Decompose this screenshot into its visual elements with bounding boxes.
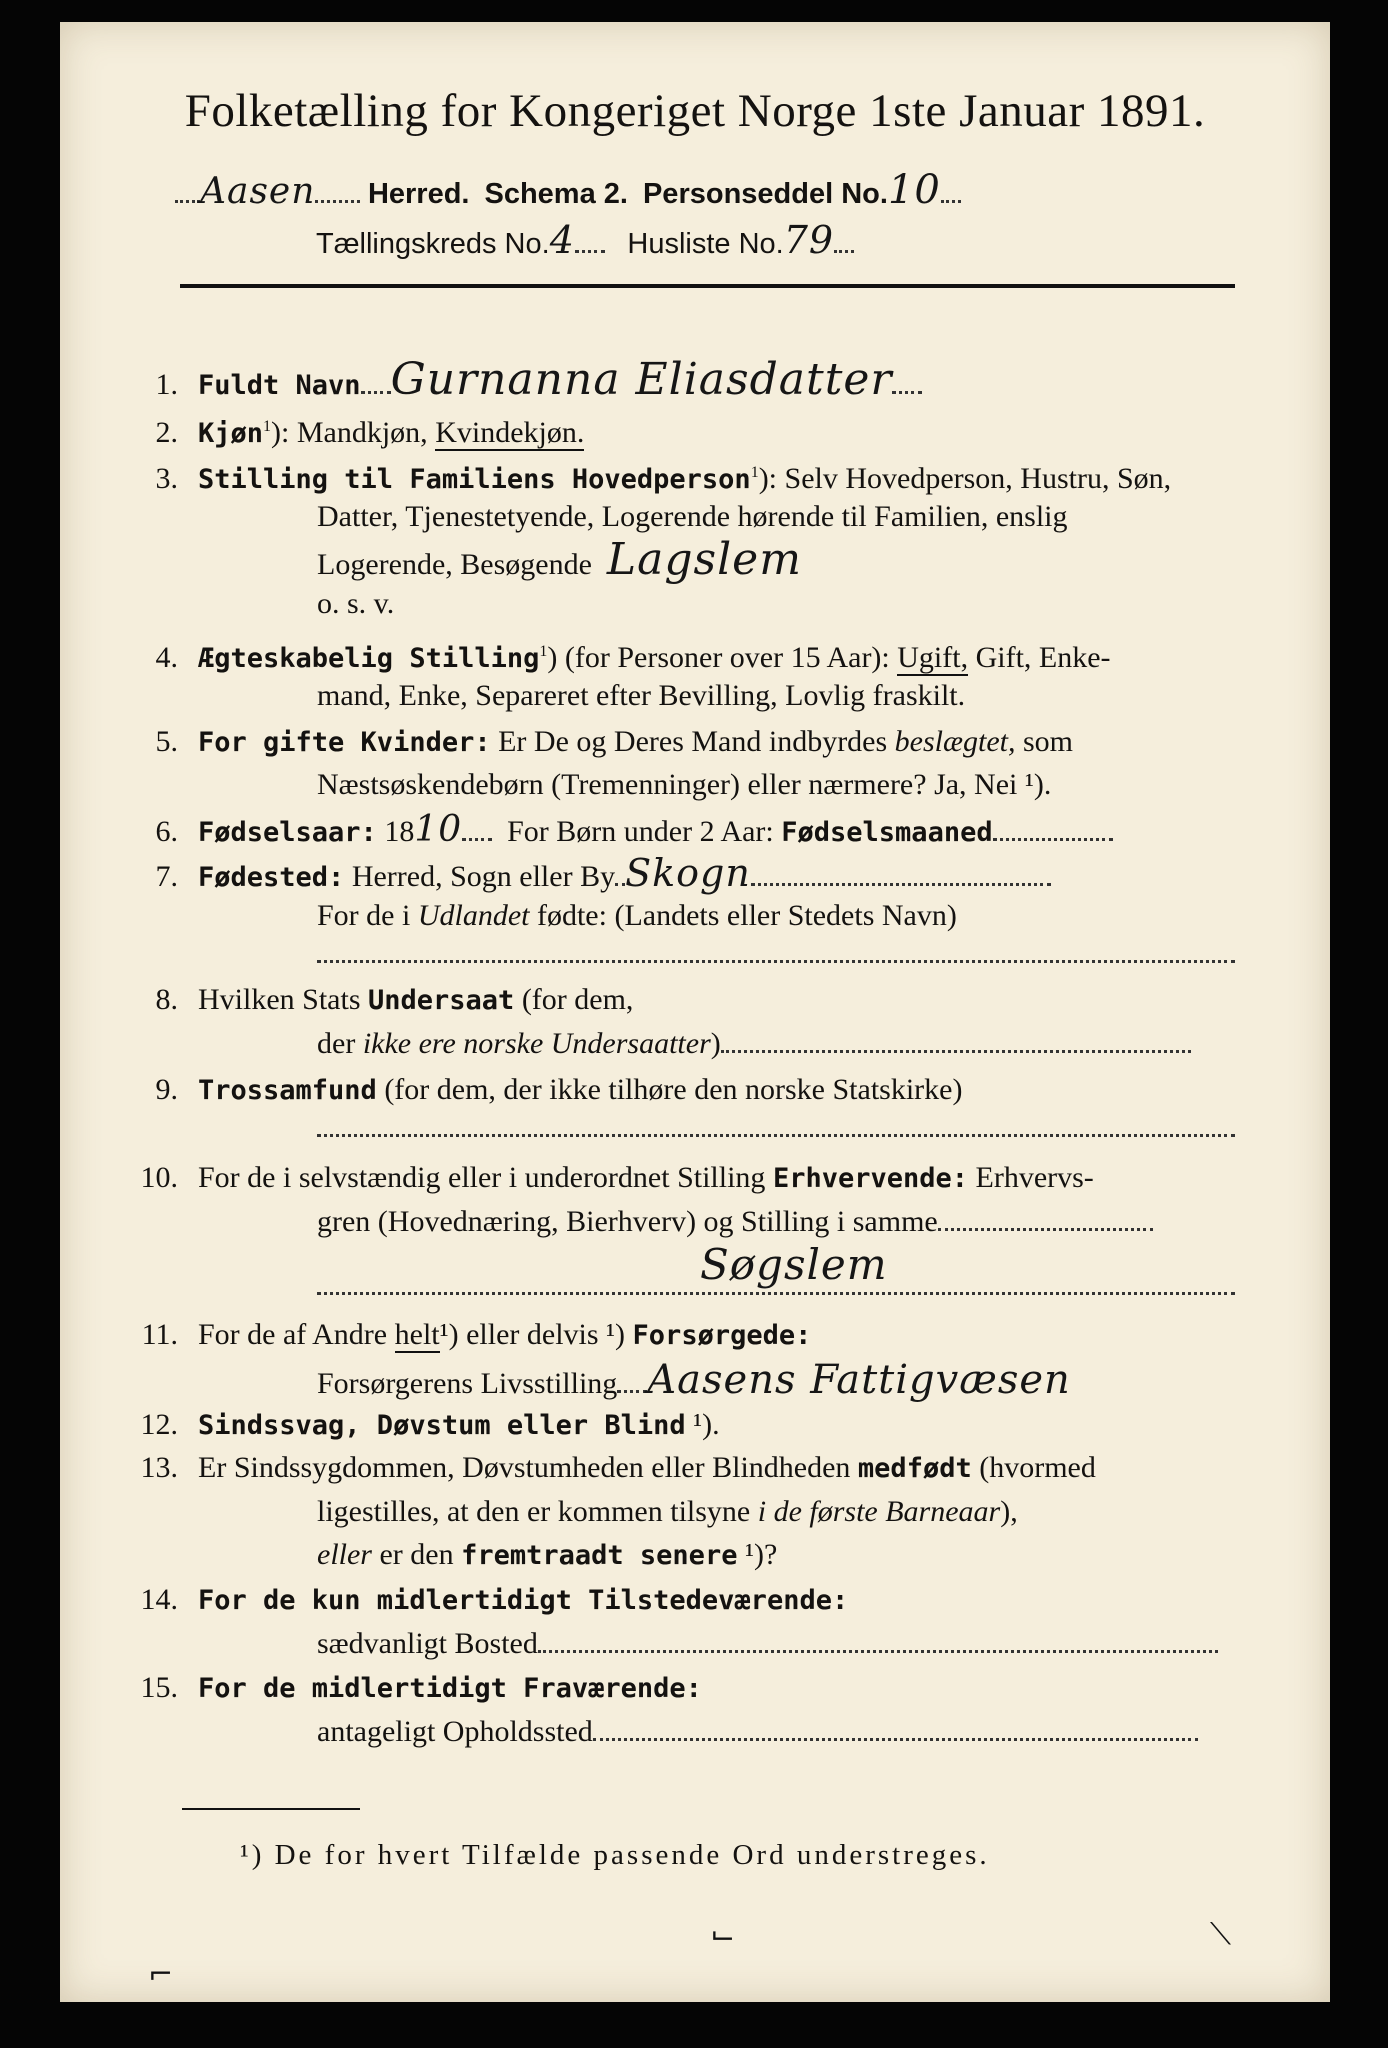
q13-line2-text: ligestilles, at den er kommen tilsyne (317, 1495, 758, 1528)
husliste-value: 79 (783, 218, 835, 262)
q7-answer-line (317, 960, 1235, 963)
corner-mark-left: ⌐ (148, 1957, 174, 1992)
q13-line3-italic: eller (317, 1538, 372, 1571)
q3-sup: 1 (750, 464, 759, 481)
form-title: Folketælling for Kongeriget Norge 1ste Januar 1891. (184, 85, 1206, 137)
q15-number: 15. (140, 1671, 178, 1704)
q11-line2 (317, 1357, 1071, 1403)
footnote-rule (182, 1808, 360, 1810)
q10-text-b: Erhvervs- (968, 1161, 1094, 1194)
q5-text-b: som (1015, 725, 1074, 758)
q11-text-b: ¹) eller delvis ¹) (439, 1318, 633, 1351)
husliste-label: Husliste No. (627, 228, 784, 260)
q13-label: medfødt (857, 1453, 972, 1484)
q5-row (120, 724, 1073, 761)
q2-number: 2. (155, 416, 178, 449)
q13-line2-italic: i de første Barneaar (757, 1495, 1001, 1528)
q5-italic: beslægtet, (894, 725, 1016, 758)
header-rule (180, 284, 1235, 288)
q1-value: Gurnanna Eliasdatter (390, 354, 893, 405)
q11-option-selected: helt (394, 1318, 440, 1351)
corner-mark-right: ⟍ (1210, 1917, 1231, 1952)
q10-answer-line (317, 1292, 1235, 1295)
q5-label: For gifte Kvinder: (198, 727, 491, 758)
q4-option-selected: Ugift, (897, 641, 969, 674)
q8-text: Hvilken Stats (198, 983, 368, 1016)
q10-text: For de i selvstændig eller i underordnet Stilling (198, 1161, 773, 1194)
corner-mark-center: ⌙ (710, 1917, 736, 1952)
q6-label2: Fødselsmaaned (781, 817, 993, 848)
q4-number: 4. (155, 641, 178, 674)
q8-number: 8. (155, 983, 178, 1016)
footnote (240, 1837, 990, 1873)
q6-number: 6. (155, 815, 178, 848)
kreds-value: 4 (549, 218, 575, 262)
q14-line2 (317, 1626, 1218, 1662)
q15-row (120, 1670, 702, 1707)
q3-value: Lagslem (606, 534, 802, 585)
q7-line2-italic: Udlandet (417, 899, 530, 932)
q13-text: Er Sindssygdommen, Døvstumheden eller Blindheden (198, 1451, 858, 1484)
q5-number: 5. (155, 725, 178, 758)
q12-number: 12. (140, 1408, 178, 1441)
q8-line2-text: der (317, 1027, 363, 1060)
q13-line3-text: er den (371, 1538, 462, 1571)
q12-label: Sindssvag, Døvstum eller Blind (198, 1410, 686, 1441)
q5-line2: Næstsøskendebørn (Tremenninger) eller nærmere? Ja, Nei ¹). (317, 768, 1052, 801)
q8-row (120, 982, 633, 1019)
q15-line2-text: antageligt Opholdssted (317, 1715, 593, 1748)
q2-text: ): Mandkjøn, (271, 416, 436, 449)
q13-line3 (317, 1537, 777, 1574)
q4-text-b: Gift, Enke- (968, 641, 1111, 674)
q4-text: ) (for Personer over 15 Aar): (547, 641, 898, 674)
q13-line2 (317, 1494, 1018, 1530)
q4-row (120, 634, 1111, 677)
q12-row (120, 1407, 720, 1444)
q3-line3-text: Logerende, Besøgende (317, 548, 592, 581)
q2-option-selected: Kvindekjøn. (435, 416, 585, 449)
q5-text: Er De og Deres Mand indbyrdes (490, 725, 895, 758)
q1-label: Fuldt Navn (198, 370, 361, 401)
q11-label: Forsørgede: (632, 1320, 812, 1351)
kreds-label: Tællingskreds No. (316, 228, 550, 260)
q14-line2-text: sædvanligt Bosted (317, 1627, 538, 1660)
q4-sup: 1 (539, 643, 548, 660)
q13-text-b: (hvormed (971, 1451, 1096, 1484)
q3-label: Stilling til Familiens Hovedperson (198, 464, 751, 495)
q6-text: For Børn under 2 Aar: (507, 815, 782, 848)
census-form (60, 22, 1330, 2002)
q6-prefix: 18 (384, 815, 415, 848)
q10-answer (700, 1240, 888, 1289)
q15-line2 (317, 1714, 1198, 1750)
q13-line2-text-b: ), (1000, 1495, 1018, 1528)
q10-value: Søgslem (700, 1240, 888, 1289)
q13-number: 13. (140, 1451, 178, 1484)
q10-number: 10. (140, 1161, 178, 1194)
q11-text: For de af Andre (198, 1318, 395, 1351)
q9-number: 9. (155, 1073, 178, 1106)
q10-line2 (317, 1204, 1153, 1240)
q3-row (120, 455, 1171, 498)
q9-answer-line (317, 1134, 1235, 1137)
personseddel-value: 10 (887, 167, 941, 213)
q7-text: Herred, Sogn eller By (344, 860, 616, 893)
q7-line2-text-b: fødte: (Landets eller Stedets Navn) (529, 899, 957, 932)
q2-row (120, 409, 584, 452)
q10-row (120, 1160, 1094, 1197)
q10-line2-text: gren (Hovednæring, Bierhverv) og Stilling i samme (317, 1205, 938, 1238)
q11-number: 11. (141, 1318, 178, 1351)
q2-sup: 1 (263, 418, 272, 435)
q11-value: Aasens Fattigvæsen (647, 1357, 1071, 1403)
q7-line2 (317, 898, 957, 934)
q7-line2-text: For de i (317, 899, 418, 932)
q11-row (120, 1317, 811, 1354)
q11-line2-text: Forsørgerens Livsstilling (317, 1367, 618, 1400)
q15-label: For de midlertidigt Fraværende: (198, 1673, 702, 1704)
q7-number: 7. (155, 860, 178, 893)
q14-number: 14. (140, 1583, 178, 1616)
q12-text: ¹). (685, 1408, 720, 1441)
q7-label: Fødested: (198, 862, 345, 893)
q4-line2: mand, Enke, Separeret efter Bevilling, Lovlig fraskilt. (317, 679, 966, 712)
q3-line4: o. s. v. (317, 587, 395, 620)
kreds-line (316, 218, 854, 262)
q2-label: Kjøn (198, 418, 264, 449)
q8-line2 (317, 1026, 1191, 1062)
q9-row (120, 1072, 962, 1109)
q1-row (120, 354, 922, 405)
q10-label: Erhvervende: (772, 1163, 969, 1194)
footnote-marker: ¹) (240, 1839, 265, 1871)
q7-value: Skogn (625, 851, 751, 895)
q8-text-b: (for dem, (514, 983, 634, 1016)
q13-row (120, 1450, 1096, 1487)
herred-line (175, 167, 961, 213)
herred-value: Aasen (200, 171, 316, 212)
q13-line3-text-b: ¹)? (737, 1538, 778, 1571)
q9-label: Trossamfund (198, 1075, 377, 1106)
q8-label: Undersaat (368, 985, 515, 1016)
q4-label: Ægteskabelig Stilling (198, 643, 540, 674)
q3-line2: Datter, Tjenestetyende, Logerende hørende til Familien, enslig (317, 500, 1068, 533)
q9-text: (for dem, der ikke tilhøre den norske Statskirke) (376, 1073, 963, 1106)
q6-value: 10 (414, 809, 463, 850)
q3-text: ): Selv Hovedperson, Hustru, Søn, (758, 462, 1172, 495)
q14-label: For de kun midlertidigt Tilstedeværende: (198, 1585, 849, 1616)
q1-number: 1. (155, 368, 178, 401)
q6-label: Fødselsaar: (198, 817, 377, 848)
q7-row (120, 851, 1051, 896)
herred-label: Herred. (367, 178, 470, 210)
q3-line3 (317, 534, 802, 585)
schema-label: Schema 2. (484, 178, 628, 210)
q8-line2-text-b: ) (710, 1027, 721, 1060)
personseddel-label: Personseddel No. (642, 178, 888, 210)
footnote-text: De for hvert Tilfælde passende Ord understreges. (274, 1839, 990, 1871)
q3-number: 3. (155, 462, 178, 495)
q8-line2-italic: ikke ere norske Undersaatter (362, 1027, 711, 1060)
q13-line3-bold: fremtraadt senere (461, 1540, 738, 1571)
q14-row (120, 1582, 848, 1619)
q6-row (120, 809, 1113, 851)
